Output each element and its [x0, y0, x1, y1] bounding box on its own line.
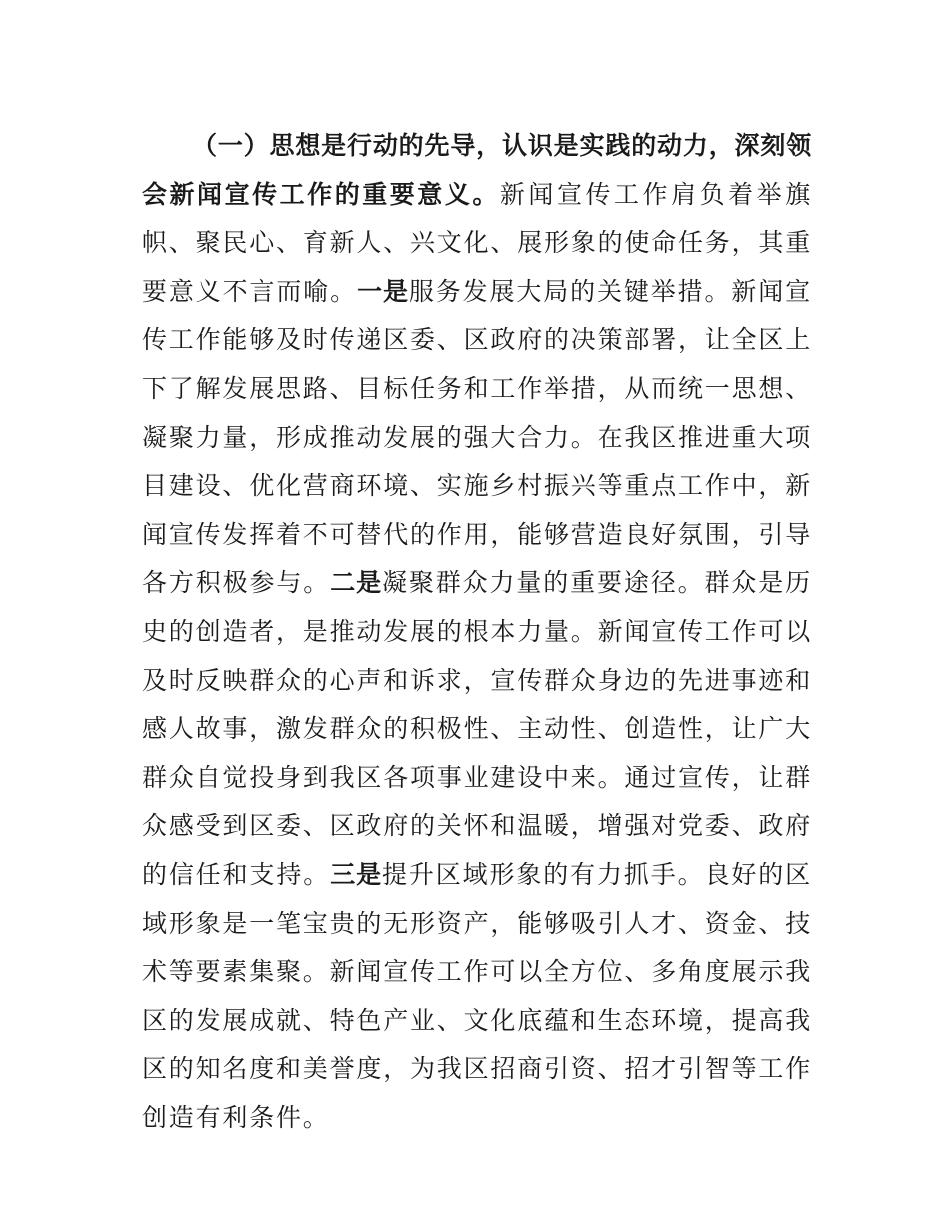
- point-1-text: 服务发展大局的关键举措。新闻宣传工作能够及时传递区委、区政府的决策部署，让全区上下了解发展思路、目标任务和工作举措，从而统一思想、凝聚力量，形成推动发展的强大合力。在我区推进重大项目建设、优化营商环境、实施乡村振兴等重点工作中，新闻宣传发挥着不可替代的作用，能够营造良好氛围，引导各方积极参与。: [142, 276, 813, 598]
- body-paragraph: [142, 122, 812, 1142]
- point-3-label: 三是: [330, 859, 382, 889]
- point-2-text: 凝聚群众力量的重要途径。群众是历史的创造者，是推动发展的根本力量。新闻宣传工作可以及时反映群众的心声和诉求，宣传群众身边的先进事迹和感人故事，激发群众的积极性、主动性、创造性，让广大群众自觉投身到我区各项事业建设中来。通过宣传，让群众感受到区委、区政府的关怀和温暖，增强对党委、政府的信任和支持。: [142, 568, 813, 889]
- point-3-text: 提升区域形象的有力抓手。良好的区域形象是一笔宝贵的无形资产，能够吸引人才、资金、技术等要素集聚。新闻宣传工作可以全方位、多角度展示我区的发展成就、特色产业、文化底蕴和生态环境，提高我区的知名度和美誉度，为我区招商引资、招才引智等工作创造有利条件。: [142, 859, 813, 1132]
- point-1-label: 一是: [357, 276, 409, 306]
- section-heading: （一）思想是行动的先导，认识是实践的动力，深刻领会新闻宣传工作的重要意义。: [142, 131, 812, 209]
- intro-text: 新闻宣传工作肩负着举旗帜、聚民心、育新人、兴文化、展形象的使命任务，其重要意义不言而喻。: [142, 179, 813, 306]
- point-2-label: 二是: [330, 568, 382, 598]
